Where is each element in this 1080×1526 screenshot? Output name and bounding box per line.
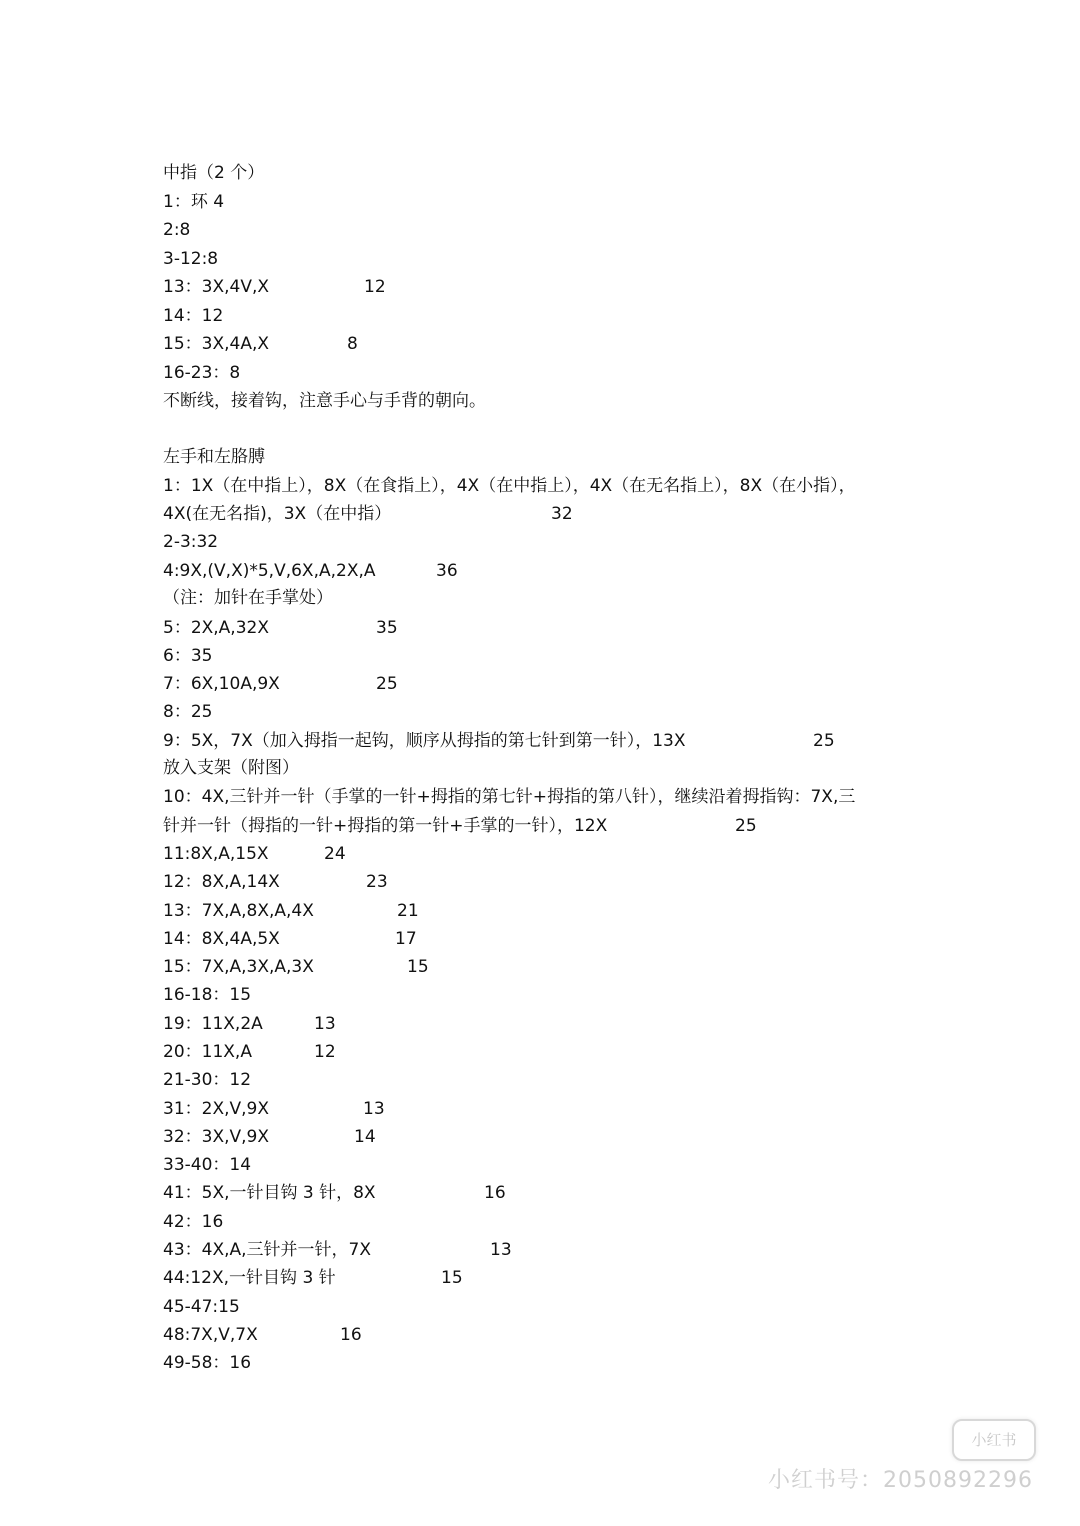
row-instruction: 7：6X,10A,9X — [163, 674, 280, 694]
pattern-row — [163, 928, 417, 950]
row-instruction: 32：3X,V,9X — [163, 1127, 269, 1147]
stitch-count: 21 — [397, 901, 419, 921]
pattern-row — [163, 673, 398, 695]
watermark-logo: 小红书 — [952, 1419, 1036, 1461]
row-instruction: 31：2X,V,9X — [163, 1099, 269, 1119]
pattern-row: 8：25 — [163, 702, 213, 722]
pattern-row — [163, 1267, 463, 1289]
pattern-row: 2:8 — [163, 220, 191, 240]
row-instruction: 19：11X,2A — [163, 1014, 263, 1034]
row-instruction: 41：5X,一针目钩 3 针，8X — [163, 1183, 376, 1203]
pattern-row: 49-58：16 — [163, 1353, 252, 1373]
stitch-count: 25 — [735, 816, 757, 836]
pattern-row: 2-3:32 — [163, 532, 219, 552]
pattern-row — [163, 248, 218, 270]
pattern-row — [163, 1126, 376, 1148]
pattern-row — [163, 1013, 336, 1035]
pattern-row: 16-23：8 — [163, 363, 241, 383]
stitch-count: 15 — [407, 957, 429, 977]
row-instruction: 13：3X,4V,X — [163, 277, 269, 297]
stitch-count: 32 — [551, 504, 573, 524]
row-instruction: 44:12X,一针目钩 3 针 — [163, 1268, 336, 1288]
pattern-row — [163, 871, 388, 893]
stitch-count: 14 — [354, 1127, 376, 1147]
pattern-row — [163, 560, 458, 582]
pattern-row: 1：环 4 — [163, 192, 225, 212]
row-instruction: 13：7X,A,8X,A,4X — [163, 901, 314, 921]
row-instruction: 3-12:8 — [163, 249, 219, 269]
stitch-count: 36 — [436, 561, 458, 581]
pattern-row: 33-40：14 — [163, 1155, 252, 1175]
stitch-count: 16 — [340, 1325, 362, 1345]
pattern-row — [163, 1324, 362, 1346]
pattern-row — [163, 617, 398, 639]
row-instruction: 4:9X,(V,X)*5,V,6X,A,2X,A — [163, 561, 376, 581]
stitch-count: 25 — [813, 731, 835, 751]
stitch-count: 13 — [363, 1099, 385, 1119]
row-instruction: 针并一针（拇指的一针+拇指的第一针+手掌的一针），12X — [163, 816, 608, 836]
section-title-middle-finger: 中指（2 个） — [163, 163, 265, 183]
section-title-left-hand-arm: 左手和左胳膊 — [163, 447, 265, 467]
pattern-row: 21-30：12 — [163, 1070, 252, 1090]
stitch-count: 16 — [484, 1183, 506, 1203]
pattern-row — [163, 503, 573, 525]
pattern-row — [163, 730, 835, 752]
watermark-text: 小红书号：2050892296 — [768, 1468, 1033, 1493]
pattern-row: 1：1X（在中指上），8X（在食指上），4X（在中指上），4X（在无名指上），8X（在小指）， — [163, 476, 856, 496]
row-instruction: 5：2X,A,32X — [163, 618, 269, 638]
stitch-count: 23 — [366, 872, 388, 892]
stitch-count: 12 — [314, 1042, 336, 1062]
row-instruction: 14：8X,4A,5X — [163, 929, 280, 949]
row-instruction: 9：5X，7X（加入拇指一起钩，顺序从拇指的第七针到第一针），13X — [163, 731, 686, 751]
pattern-row — [163, 1041, 336, 1063]
row-instruction: 20：11X,A — [163, 1042, 252, 1062]
pattern-row: 45-47:15 — [163, 1297, 240, 1317]
stitch-count: 17 — [395, 929, 417, 949]
section-note: 不断线，接着钩，注意手心与手背的朝向。 — [163, 391, 486, 411]
stitch-count: 13 — [490, 1240, 512, 1260]
row-instruction: 12：8X,A,14X — [163, 872, 280, 892]
stitch-count: 35 — [376, 618, 398, 638]
stitch-count: 8 — [347, 334, 358, 354]
pattern-row: 42：16 — [163, 1212, 224, 1232]
stitch-count: 25 — [376, 674, 398, 694]
pattern-row — [163, 1182, 506, 1204]
pattern-row — [163, 1098, 385, 1120]
pattern-row — [163, 333, 358, 355]
pattern-note: （注：加针在手掌处） — [163, 588, 333, 608]
row-instruction: 48:7X,V,7X — [163, 1325, 258, 1345]
row-instruction: 43：4X,A,三针并一针，7X — [163, 1240, 371, 1260]
row-instruction: 11:8X,A,15X — [163, 844, 269, 864]
pattern-row — [163, 843, 346, 865]
stitch-count: 13 — [314, 1014, 336, 1034]
pattern-row — [163, 1239, 512, 1261]
pattern-row: 6：35 — [163, 646, 213, 666]
stitch-count: 12 — [364, 277, 386, 297]
pattern-row — [163, 276, 386, 298]
stitch-count: 24 — [324, 844, 346, 864]
pattern-row — [163, 815, 757, 837]
row-instruction: 15：3X,4A,X — [163, 334, 269, 354]
row-instruction: 15：7X,A,3X,A,3X — [163, 957, 314, 977]
pattern-row — [163, 900, 419, 922]
pattern-row: 14：12 — [163, 306, 224, 326]
row-instruction: 4X(在无名指)，3X（在中指） — [163, 504, 392, 524]
stitch-count: 15 — [441, 1268, 463, 1288]
pattern-row: 16-18：15 — [163, 985, 252, 1005]
pattern-note: 放入支架（附图） — [163, 758, 299, 778]
pattern-row: 10：4X,三针并一针（手掌的一针+拇指的第七针+拇指的第八针），继续沿着拇指钩：7X,三 — [163, 787, 856, 807]
pattern-row — [163, 956, 429, 978]
